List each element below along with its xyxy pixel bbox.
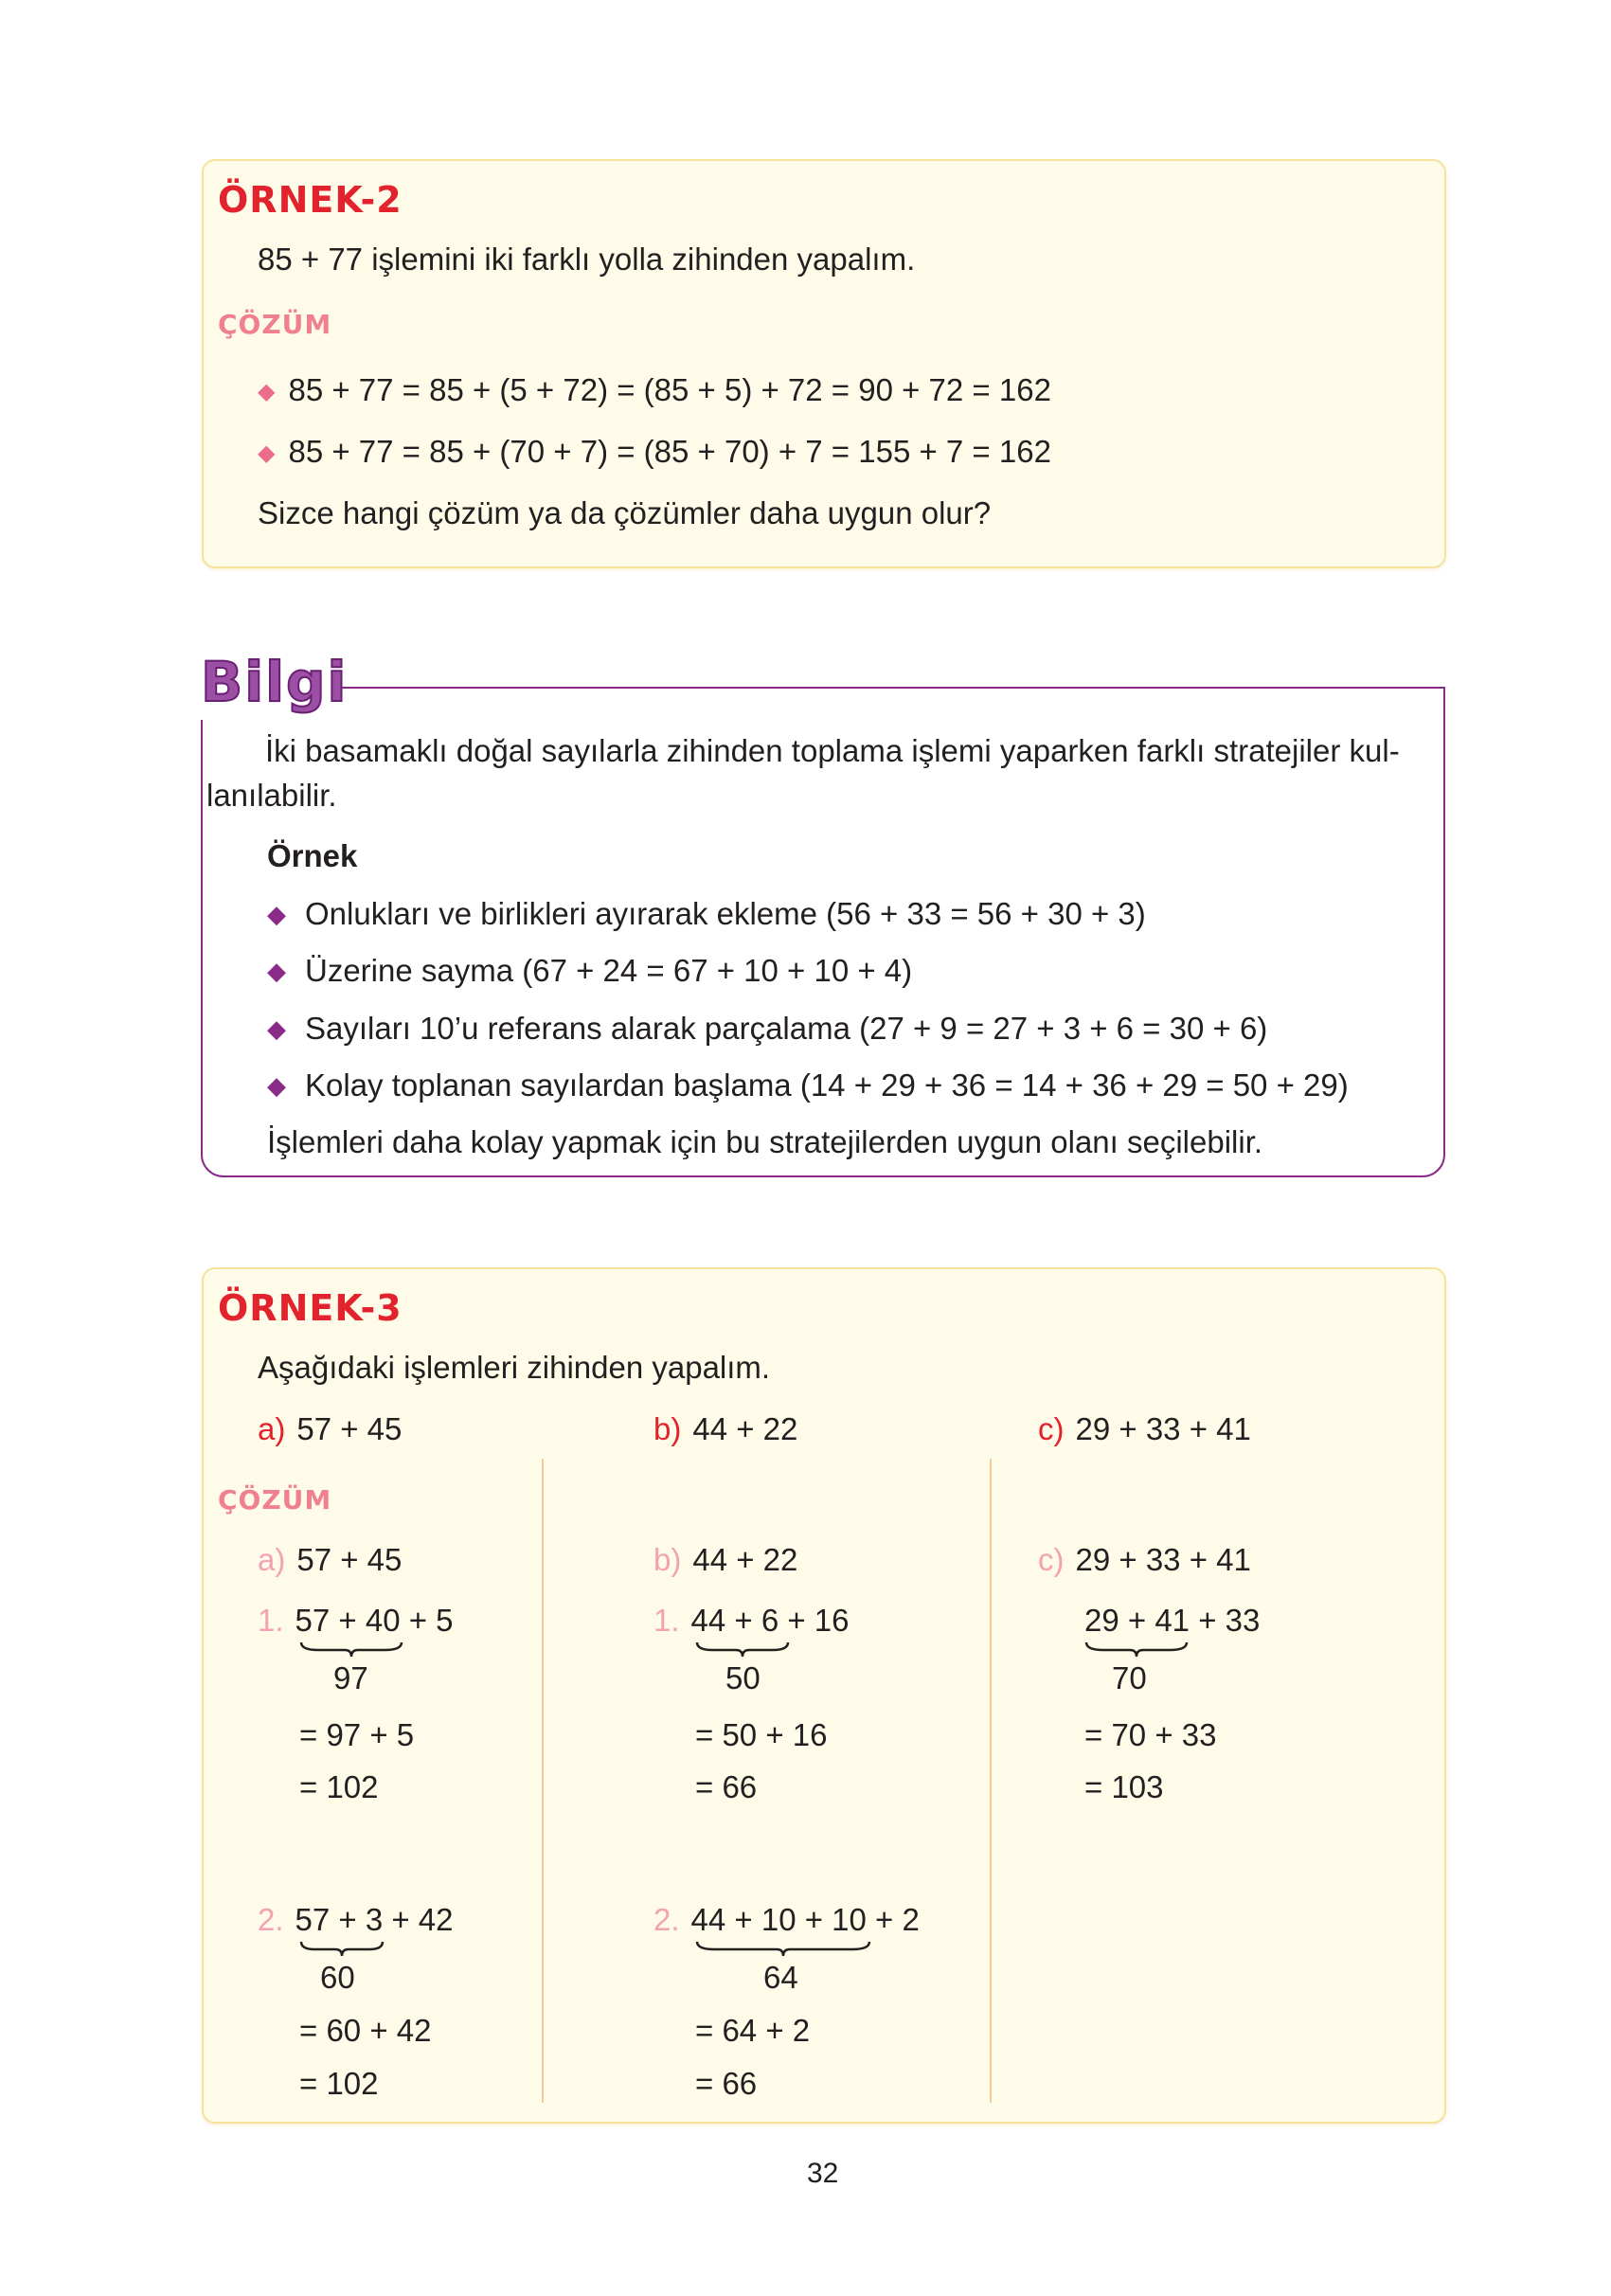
bilgi-strategy-1 [267,896,1146,932]
column-divider [990,1459,992,2103]
sol-c-m1-sum: 70 [1112,1660,1147,1695]
ornek3-question: Aşağıdaki işlemleri zihinden yapalım. [258,1350,771,1385]
problem-expr: 29 + 33 + 41 [1075,1411,1251,1446]
underbrace [299,1641,403,1659]
diamond-bullet-icon: ◆ [267,1071,286,1100]
sol-a-m1-eq1: = 97 + 5 [299,1717,415,1752]
bilgi-strategy-2 [267,953,912,989]
diamond-bullet-icon: ◆ [267,957,286,985]
method-number: 2. [258,1902,284,1937]
problem-c [1038,1411,1251,1447]
sol-b-m1-sum: 50 [725,1660,761,1695]
sol-a-m2-sum: 60 [320,1960,355,1995]
problem-expr: 44 + 22 [692,1411,798,1446]
problem-label: b) [653,1411,682,1446]
sol-b-m2-eq2: = 66 [695,2066,758,2101]
bilgi-strategy-4 [267,1067,1349,1103]
method-number: 2. [653,1902,680,1937]
column-divider [542,1459,544,2103]
sol-b-m2-expr [653,1902,920,1938]
ornek2-question: 85 + 77 işlemini iki farklı yolla zihinden yapalım. [258,242,916,277]
method-expr: 57 + 40 + 5 [295,1603,454,1638]
diamond-bullet-icon: ◆ [267,1014,286,1043]
strategy-text: Sayıları 10’u referans alarak parçalama (27 + 9 = 27 + 3 + 6 = 30 + 6) [305,1011,1268,1046]
sol-label: c) [1038,1542,1065,1577]
sol-b-m1-eq1: = 50 + 16 [695,1717,828,1752]
method-expr: 57 + 3 + 42 [295,1902,454,1937]
method-number: 1. [653,1603,680,1638]
sol-a-m2-eq2: = 102 [299,2066,379,2101]
ornek2-closing: Sizce hangi çözüm ya da çözümler daha uygun olur? [258,495,992,530]
bilgi-title: Bilgi [201,650,349,714]
bilgi-intro-line2: lanılabilir. [206,778,337,813]
ornek3-solution-label: ÇÖZÜM [218,1484,332,1516]
method-expr: 44 + 10 + 10 + 2 [690,1902,920,1937]
sol-c-m1-expr: 29 + 41 + 33 [1084,1603,1261,1638]
method-number: 1. [258,1603,284,1638]
bilgi-strategy-3 [267,1011,1267,1047]
page-number: 32 [807,2158,839,2189]
sol-a-m1-eq2: = 102 [299,1769,379,1804]
problem-b [653,1411,797,1447]
sol-a-m1-sum: 97 [333,1660,368,1695]
sol-label: b) [653,1542,682,1577]
ornek3-title: ÖRNEK-3 [218,1287,403,1329]
sol-b-m1-eq2: = 66 [695,1769,758,1804]
bilgi-intro-line1: İki basamaklı doğal sayılarla zihinden toplama işlemi yaparken farklı stratejiler kul- [265,733,1400,768]
strategy-text: Kolay toplanan sayılardan başlama (14 + 29 + 36 = 14 + 36 + 29 = 50 + 29) [305,1067,1349,1103]
sol-b-m1-expr [653,1603,850,1639]
ornek2-title: ÖRNEK-2 [218,179,403,221]
sol-expr: 29 + 33 + 41 [1075,1542,1251,1577]
underbrace [299,1940,385,1959]
ornek3-panel [202,1267,1446,2124]
ornek2-step-1 [258,372,1051,408]
sol-c-m1-eq2: = 103 [1084,1769,1164,1804]
problem-label: c) [1038,1411,1065,1446]
strategy-text: Onlukları ve birlikleri ayırarak ekleme (56 + 33 = 56 + 30 + 3) [305,896,1146,931]
step-text: 85 + 77 = 85 + (5 + 72) = (85 + 5) + 72 = 90 + 72 = 162 [288,372,1051,407]
diamond-bullet-icon: ◆ [258,379,276,404]
problem-expr: 57 + 45 [296,1411,403,1446]
ornek2-step-2 [258,434,1051,470]
sol-a-m2-expr [258,1902,454,1938]
method-expr: 44 + 6 + 16 [690,1603,850,1638]
bilgi-example-heading: Örnek [267,838,358,873]
strategy-text: Üzerine sayma (67 + 24 = 67 + 10 + 10 + 4) [305,953,913,988]
sol-b-m2-sum: 64 [763,1960,798,1995]
step-text: 85 + 77 = 85 + (70 + 7) = (85 + 70) + 7 = 155 + 7 = 162 [288,434,1051,469]
problem-label: a) [258,1411,286,1446]
underbrace [695,1641,790,1659]
underbrace [1084,1641,1189,1659]
sol-expr: 44 + 22 [692,1542,798,1577]
bilgi-closing: İşlemleri daha kolay yapmak için bu stratejilerden uygun olanı seçilebilir. [267,1124,1263,1159]
sol-c-header [1038,1542,1251,1578]
sol-label: a) [258,1542,286,1577]
sol-expr: 57 + 45 [296,1542,403,1577]
sol-b-header [653,1542,797,1578]
sol-a-m2-eq1: = 60 + 42 [299,2013,432,2048]
ornek2-solution-label: ÇÖZÜM [218,309,332,340]
underbrace [695,1940,871,1959]
sol-a-m1-expr [258,1603,454,1639]
sol-b-m2-eq1: = 64 + 2 [695,2013,811,2048]
diamond-bullet-icon: ◆ [267,900,286,928]
diamond-bullet-icon: ◆ [258,440,276,466]
sol-a-header [258,1542,402,1578]
sol-c-m1-eq1: = 70 + 33 [1084,1717,1217,1752]
problem-a [258,1411,402,1447]
